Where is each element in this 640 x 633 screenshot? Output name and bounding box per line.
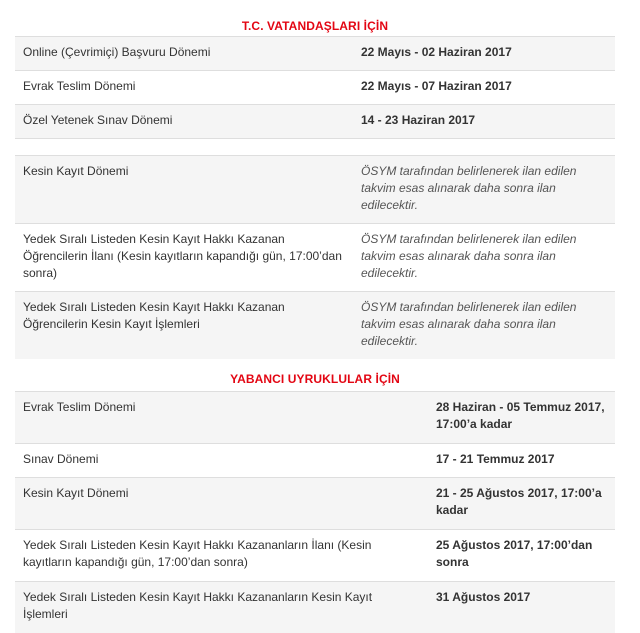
citizens-schedule-table — [15, 36, 615, 359]
section-title-citizens: T.C. VATANDAŞLARI İÇİN — [15, 0, 615, 36]
table-row — [15, 529, 615, 581]
row-label: Kesin Kayıt Dönemi — [15, 156, 353, 224]
table-row — [15, 224, 615, 292]
row-label: Kesin Kayıt Dönemi — [15, 477, 428, 529]
row-label: Evrak Teslim Dönemi — [15, 391, 428, 443]
table-row — [15, 581, 615, 633]
row-value: 22 Mayıs - 07 Haziran 2017 — [353, 71, 615, 105]
row-value: 31 Ağustos 2017 — [428, 581, 615, 633]
row-label — [15, 139, 353, 156]
row-label: Yedek Sıralı Listeden Kesin Kayıt Hakkı Kazananların Kesin Kayıt İşlemleri — [15, 581, 428, 633]
schedule-container — [15, 0, 615, 633]
row-value: ÖSYM tarafından belirlenerek ilan edilen takvim esas alınarak daha sonra ilan edilecektir. — [353, 156, 615, 224]
table-row — [15, 477, 615, 529]
row-value: 21 - 25 Ağustos 2017, 17:00’a kadar — [428, 477, 615, 529]
table-row — [15, 37, 615, 71]
row-value: 17 - 21 Temmuz 2017 — [428, 443, 615, 477]
foreigners-schedule-table — [15, 391, 615, 633]
table-row-empty — [15, 139, 615, 156]
table-row — [15, 292, 615, 359]
row-label: Özel Yetenek Sınav Dönemi — [15, 105, 353, 139]
row-value: ÖSYM tarafından belirlenerek ilan edilen takvim esas alınarak daha sonra ilan edilecektir. — [353, 292, 615, 359]
table-row — [15, 443, 615, 477]
row-value: 14 - 23 Haziran 2017 — [353, 105, 615, 139]
table-row — [15, 391, 615, 443]
row-label: Yedek Sıralı Listeden Kesin Kayıt Hakkı Kazanan Öğrencilerin İlanı (Kesin kayıtların kapandığı gün, 17:00’dan sonra) — [15, 224, 353, 292]
row-label: Yedek Sıralı Listeden Kesin Kayıt Hakkı Kazanan Öğrencilerin Kesin Kayıt İşlemleri — [15, 292, 353, 359]
row-value — [353, 139, 615, 156]
row-value: ÖSYM tarafından belirlenerek ilan edilen takvim esas alınarak daha sonra ilan edilecektir. — [353, 224, 615, 292]
row-label: Sınav Dönemi — [15, 443, 428, 477]
row-label: Evrak Teslim Dönemi — [15, 71, 353, 105]
row-label: Online (Çevrimiçi) Başvuru Dönemi — [15, 37, 353, 71]
section-title-foreigners: YABANCI UYRUKLULAR İÇİN — [15, 359, 615, 391]
row-value: 28 Haziran - 05 Temmuz 2017, 17:00’a kadar — [428, 391, 615, 443]
table-row — [15, 105, 615, 139]
row-value: 25 Ağustos 2017, 17:00’dan sonra — [428, 529, 615, 581]
table-row — [15, 71, 615, 105]
row-value: 22 Mayıs - 02 Haziran 2017 — [353, 37, 615, 71]
row-label: Yedek Sıralı Listeden Kesin Kayıt Hakkı Kazananların İlanı (Kesin kayıtların kapandığı gün, 17:00’dan sonra) — [15, 529, 428, 581]
table-row — [15, 156, 615, 224]
